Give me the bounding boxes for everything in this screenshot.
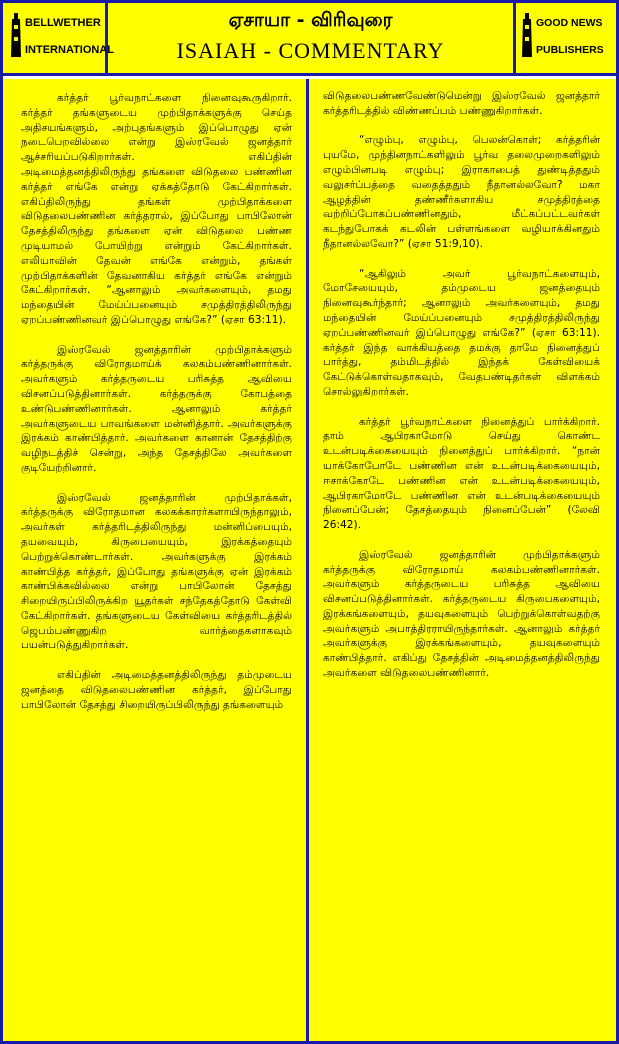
paragraph: “ஆகிலும் அவர் பூர்வநாட்களையும், மோசேயையும், தம்முடைய ஜனத்தையும் நினைவுகூர்ந்தார்; ஆனாலும் அவர்களையும், தமது மந்தையின் மேய்ப்பனையும் சமுத்திரத்திலிருந்து ஏறப்பண்ணினவர் இப்பொழுது எங்கே?” (ஏசா 63:11). கர்த்தர் இந்த வாக்கியத்தை தமக்கு தாமே நினைத்துப் பார்த்து, தம்மிடத்தில் இந்தக் கேள்வியைக் கேட்டுக்கொள்வதாகவும், வேதபண்டிதர்கள் விளக்கம் சொல்லுகிறார்கள்.	[323, 267, 600, 398]
right-logo-line-2: PUBLISHERS	[536, 44, 604, 56]
paragraph: எகிப்தின் அடிமைத்தனத்திலிருந்து தம்முடைய ஜனத்தை விடுதலைபண்ணின கர்த்தர், இப்போது பாபிலோன் தேசத்து சிறையிருப்பிலிருந்து தங்களையும்	[21, 669, 292, 711]
paragraph: இஸ்ரவேல் ஜனத்தாரின் முற்பிதாக்களும் கர்த்தருக்கு விரோதமாய்க் கலகம்பண்ணினார்கள். அவர்களும் கர்த்தருடைய பரிசுத்த ஆவியை விசனப்படுத்தினார்கள். கர்த்தருக்கு கோபத்தை உண்டுபண்ணினார்கள். ஆனாலும் கர்த்தர் அவர்களுடைய பாவங்களை மன்னித்தார். அவர்களுக்கு இரக்கம் காண்பித்தார். அவர்களை கானான் தேசத்திற்கு வழிநடத்திச் சென்று, அந்த தேசத்திலே அவர்களை குடியேற்றினார்.	[21, 343, 292, 474]
paragraph: இஸ்ரவேல் ஜனத்தாரின் முற்பிதாக்களும் கர்த்தருக்கு விரோதமாய் கலகம்பண்ணினார்கள். அவர்களும் கர்த்தருடைய பரிசுத்த ஆவியை விசனப்படுத்தினார்கள். கர்த்தருடைய கிருபைகளையும், இரக்கங்களையும், தயவுகளையும் பெற்றுக்கொள்வதற்கு அவர்களும் அபாத்திரராயிருந்தார்கள். ஆனாலும் கர்த்தர் அவர்களுக்கு இரக்கங்களையும், தயவுகளையும் காண்பித்தார். எகிப்து தேசத்தின் அடிமைத்தனத்திலிருந்து அவர்களை விடுதலைபண்ணினார்.	[323, 548, 600, 680]
paragraph: “எழும்பு, எழும்பு, பெலன்கொள்; கர்த்தரின் புயமே, முந்தினநாட்களிலும் பூர்வ தலைமுறைகளிலும் எழும்பினபடி எழும்பு; இராகாபைத் துண்டித்ததும் வலுசர்ப்பத்தை வதைத்ததும் நீதானல்லவோ? மகா ஆழத்தின் தண்ணீர்களாகிய சமுத்திரத்தை வற்றிப்போகப்பண்ணினதும், மீட்கப்பட்டவர்கள் கடந்துபோகக் கடலின் பள்ளங்களை வழியாக்கினதும் நீதானல்லவோ?” (ஏசா 51:9,10).	[323, 134, 600, 250]
paragraph: கர்த்தர் பூர்வநாட்களை நினைத்துப் பார்க்கிறார். தாம் ஆபிரகாமோடு செய்து கொண்ட உடன்படிக்கையையும் நினைத்துப் பார்க்கிறார். “நான் யாக்கோபோடே பண்ணின என் உடன்படிக்கையையும், ஈசாக்கோடே பண்ணின என் உடன்படிக்கையையும், ஆபிரகாமோடே பண்ணின என் உடன்படிக்கையையும் நினைப்பேன்; தேசத்தையும் நினைப்பேன்” (லேவி 26:42).	[323, 415, 600, 532]
title-english: ISAIAH - COMMENTARY	[176, 38, 445, 63]
left-logo-line-2: INTERNATIONAL	[25, 44, 115, 56]
paragraph: இஸ்ரவேல் ஜனத்தாரின் முற்பிதாக்கள், கர்த்தருக்கு விரோதமான கலகக்காரர்களாயிருந்தாலும், அவர்கள் கர்த்தரிடத்திலிருந்து மன்னிப்பையும், தயவையும், கிருபையையும், இரக்கத்தையும் பெற்றுக்கொண்டார்கள். அவர்களுக்கு இரக்கம் காண்பித்த கர்த்தர், இப்போது தங்களுக்கு ஏன் இரக்கம் காண்பிக்கவில்லை என்று பாபிலோன் தேசத்து சிறையிருப்பிலிருக்கிற யூதர்கள் சந்தேகத்தோடு கேள்வி கேட்கிறார்கள். தங்களுடைய கேள்வியை கர்த்தரிடத்தில் ஜெபம்பண்ணுகிற வார்த்தைகளாகவும் பயன்படுத்துகிறார்கள்.	[21, 491, 292, 652]
paragraph: விடுதலைபண்ணவேண்டுமென்று இஸ்ரவேல் ஜனத்தார் கர்த்தரிடத்தில் விண்ணப்பம் பண்ணுகிறார்கள்.	[323, 90, 600, 117]
paragraph: கர்த்தர் பூர்வநாட்களை நினைவுகூருகிறார். கர்த்தர் தங்களுடைய முற்பிதாக்களுக்கு செய்த அதிசயங்களும், அற்புதங்களும் இப்பொழுது ஏன் நடைபெறவில்லை என்று இஸ்ரவேல் ஜனத்தார் ஆச்சரியப்படுகிறார்கள். எகிப்தின் அடிமைத்தனத்திலிருந்து தங்களை விடுதலை பண்ணின கர்த்தர் எங்கே என்று ஏக்கத்தோடு கேட்கிறார்கள். எகிப்திலிருந்து தங்கள் முற்பிதாக்களை விடுதலைபண்ணின கர்த்தரால், இப்போது பாபிலோன் தேசத்திலிருந்து தங்களை ஏன் விடுதலை பண்ண முடியாமல் போயிற்று என்றும் கேட்கிறார்கள். எலியாவின் தேவன் எங்கே என்றும், தங்கள் முற்பிதாக்களின் தேவனாகிய கர்த்தர் எங்கே என்றும் கேட்கிறார்கள். “ஆனாலும் அவர்களையும், தமது மந்தையின் மேய்ப்பனையும் சமுத்திரத்திலிருந்து ஏறப்பண்ணினவர் இப்பொழுது எங்கே?” (ஏசா 63:11).	[21, 92, 292, 326]
right-logo-line-1: GOOD NEWS	[536, 17, 603, 29]
title-tamil: ஏசாயா - விரிவுரை	[228, 9, 393, 31]
left-logo-line-1: BELLWETHER	[25, 17, 101, 29]
